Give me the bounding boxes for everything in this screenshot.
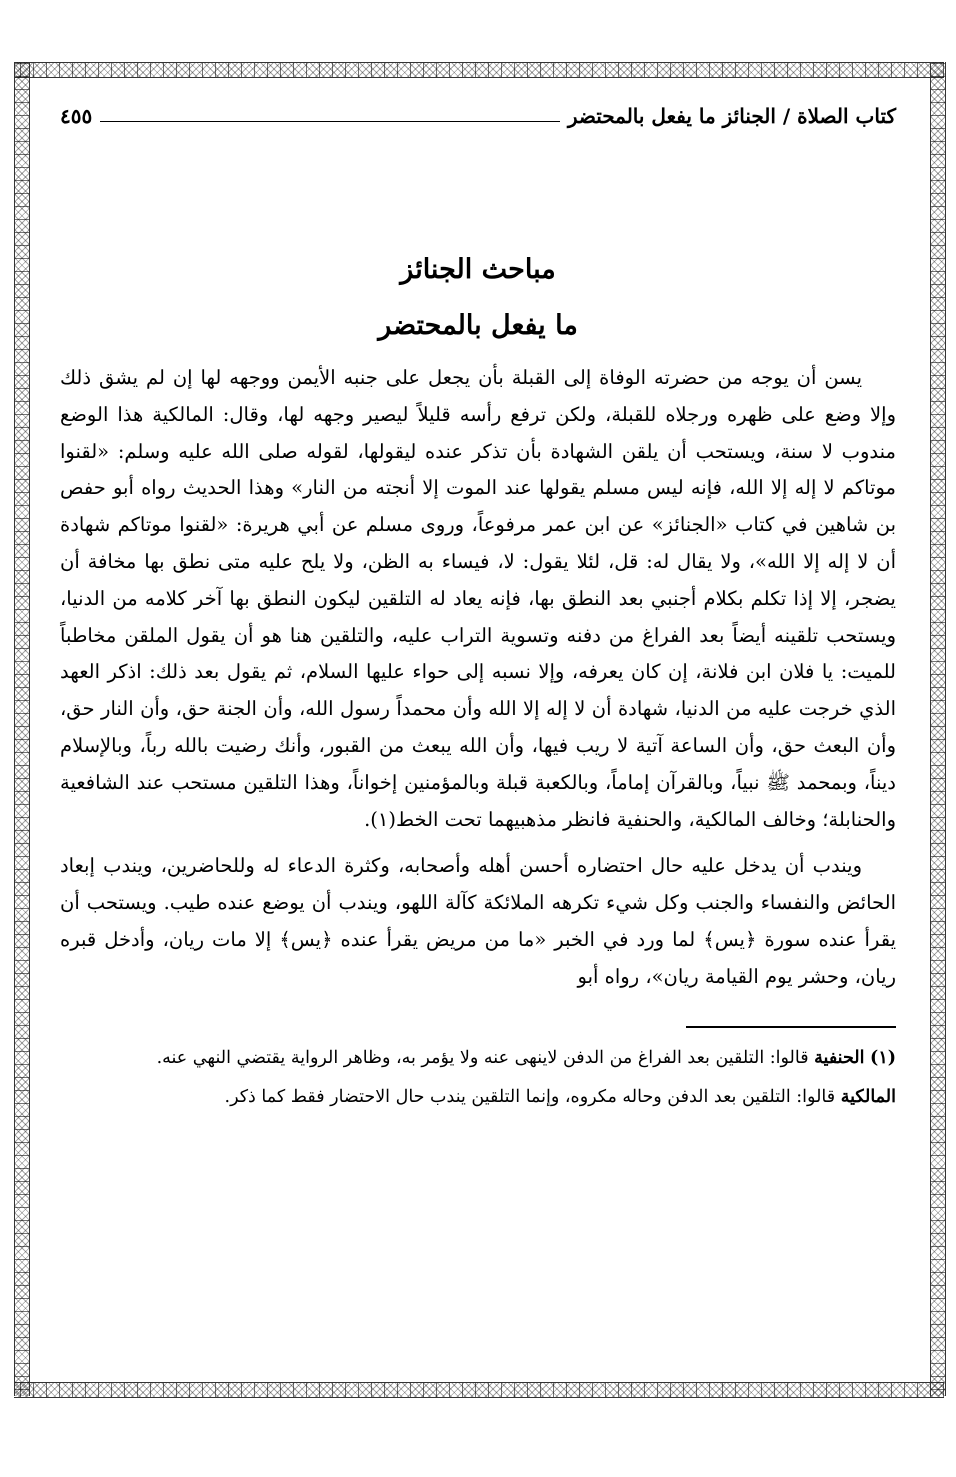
footnote-1-school: الحنفية <box>814 1047 865 1068</box>
ornamental-border-bottom <box>14 1382 944 1398</box>
footnote-2-school: المالكية <box>840 1086 896 1107</box>
footnote-1 <box>60 1042 896 1075</box>
running-head-title: كتاب الصلاة / الجنائز ما يفعل بالمحتضر <box>567 104 896 128</box>
page-number: ٤٥٥ <box>60 104 93 128</box>
paragraph-2: ويندب أن يدخل عليه حال احتضاره أحسن أهله وأصحابه، وكثرة الدعاء له وللحاضرين، ويندب إبعاد الحائض والنفساء والجنب وكل شيء تكرهه الملائكة كآلة اللهو، ويندب أن يوضع عنده طيب. ويستحب أن يقرأ عنده سورة ﴿يس﴾ لما ورد في الخبر «ما من مريض يقرأ عنده ﴿يس﴾ إلا مات ريان، وأدخل قبره ريان، وحشر يوم القيامة ريان»، رواه أبو <box>60 854 896 988</box>
footnote-2 <box>60 1081 896 1114</box>
ornamental-border-top <box>14 62 944 78</box>
running-head <box>60 96 896 136</box>
page-content <box>60 96 896 1114</box>
ornamental-border-left <box>14 62 30 1396</box>
footnote-1-text: قالوا: التلقين بعد الفراغ من الدفن لاينهى عنه ولا يؤمر به، وظاهر الرواية يقتضي النهي عنه. <box>156 1047 809 1068</box>
footnote-1-marker: (١) <box>870 1047 896 1068</box>
footnote-separator <box>686 1026 896 1028</box>
footnote-2-text: قالوا: التلقين بعد الدفن وحاله مكروه، وإنما التلقين يندب حال الاحتضار فقط كما ذكر. <box>224 1086 836 1107</box>
ornamental-border-right <box>930 62 946 1396</box>
footnotes <box>60 1042 896 1114</box>
section-subtitle: ما يفعل بالمحتضر <box>378 310 578 341</box>
section-title: مباحث الجنائز <box>400 254 556 285</box>
running-head-rule <box>100 121 560 122</box>
body-text <box>60 360 896 996</box>
paragraph-1: يسن أن يوجه من حضرته الوفاة إلى القبلة بأن يجعل على جنبه الأيمن ووجهه لها إن لم يشق ذلك وإلا وضع على ظهره ورجلاه للقبلة، ولكن ترفع رأسه قليلاً ليصير وجهه لها، وقال: المالكية هذا الوضع مندوب لا سنة، ويستحب أن يلقن الشهادة بأن تذكر عنده ليقولها، لقوله صلى الله عليه وسلم: «لقنوا موتاكم لا إله إلا الله، فإنه ليس مسلم يقولها عند الموت إلا أنجته من النار» وهذا الحديث رواه أبو حفص بن شاهين في كتاب «الجنائز» عن ابن عمر مرفوعاً، وروى مسلم عن أبي هريرة: «لقنوا موتاكم شهادة أن لا إله إلا الله»، ولا يقال له: قل، لئلا يقول: لا، فيساء به الظن، ولا يلح عليه متى نطق بها مخافة أن يضجر، إلا إذا تكلم بكلام أجنبي بعد النطق بها، فإنه يعاد له التلقين ليكون النطق بها آخر كلامه من الدنيا، ويستحب تلقينه أيضاً بعد الفراغ من دفنه وتسوية التراب عليه، والتلقين هنا هو أن يقول الملقن مخاطباً للميت: يا فلان ابن فلانة، إن كان يعرفه، وإلا نسبه إلى حواء عليها السلام، ثم يقول بعد ذلك: اذكر العهد الذي خرجت عليه من الدنيا، شهادة أن لا إله إلا الله وأن محمداً رسول الله، وأن الجنة حق، وأن النار حق، وأن البعث حق، وأن الساعة آتية لا ريب فيها، وأن الله يبعث من القبور، وأنك رضيت بالله رباً، وبالإسلام ديناً، وبمحمد ﷺ نبياً، وبالقرآن إماماً، وبالكعبة قبلة وبالمؤمنين إخواناً، وهذا التلقين مستحب عند الشافعية والحنابلة؛ وخالف المالكية، والحنفية فانظر مذهبيهما تحت الخط(١). <box>60 366 896 831</box>
